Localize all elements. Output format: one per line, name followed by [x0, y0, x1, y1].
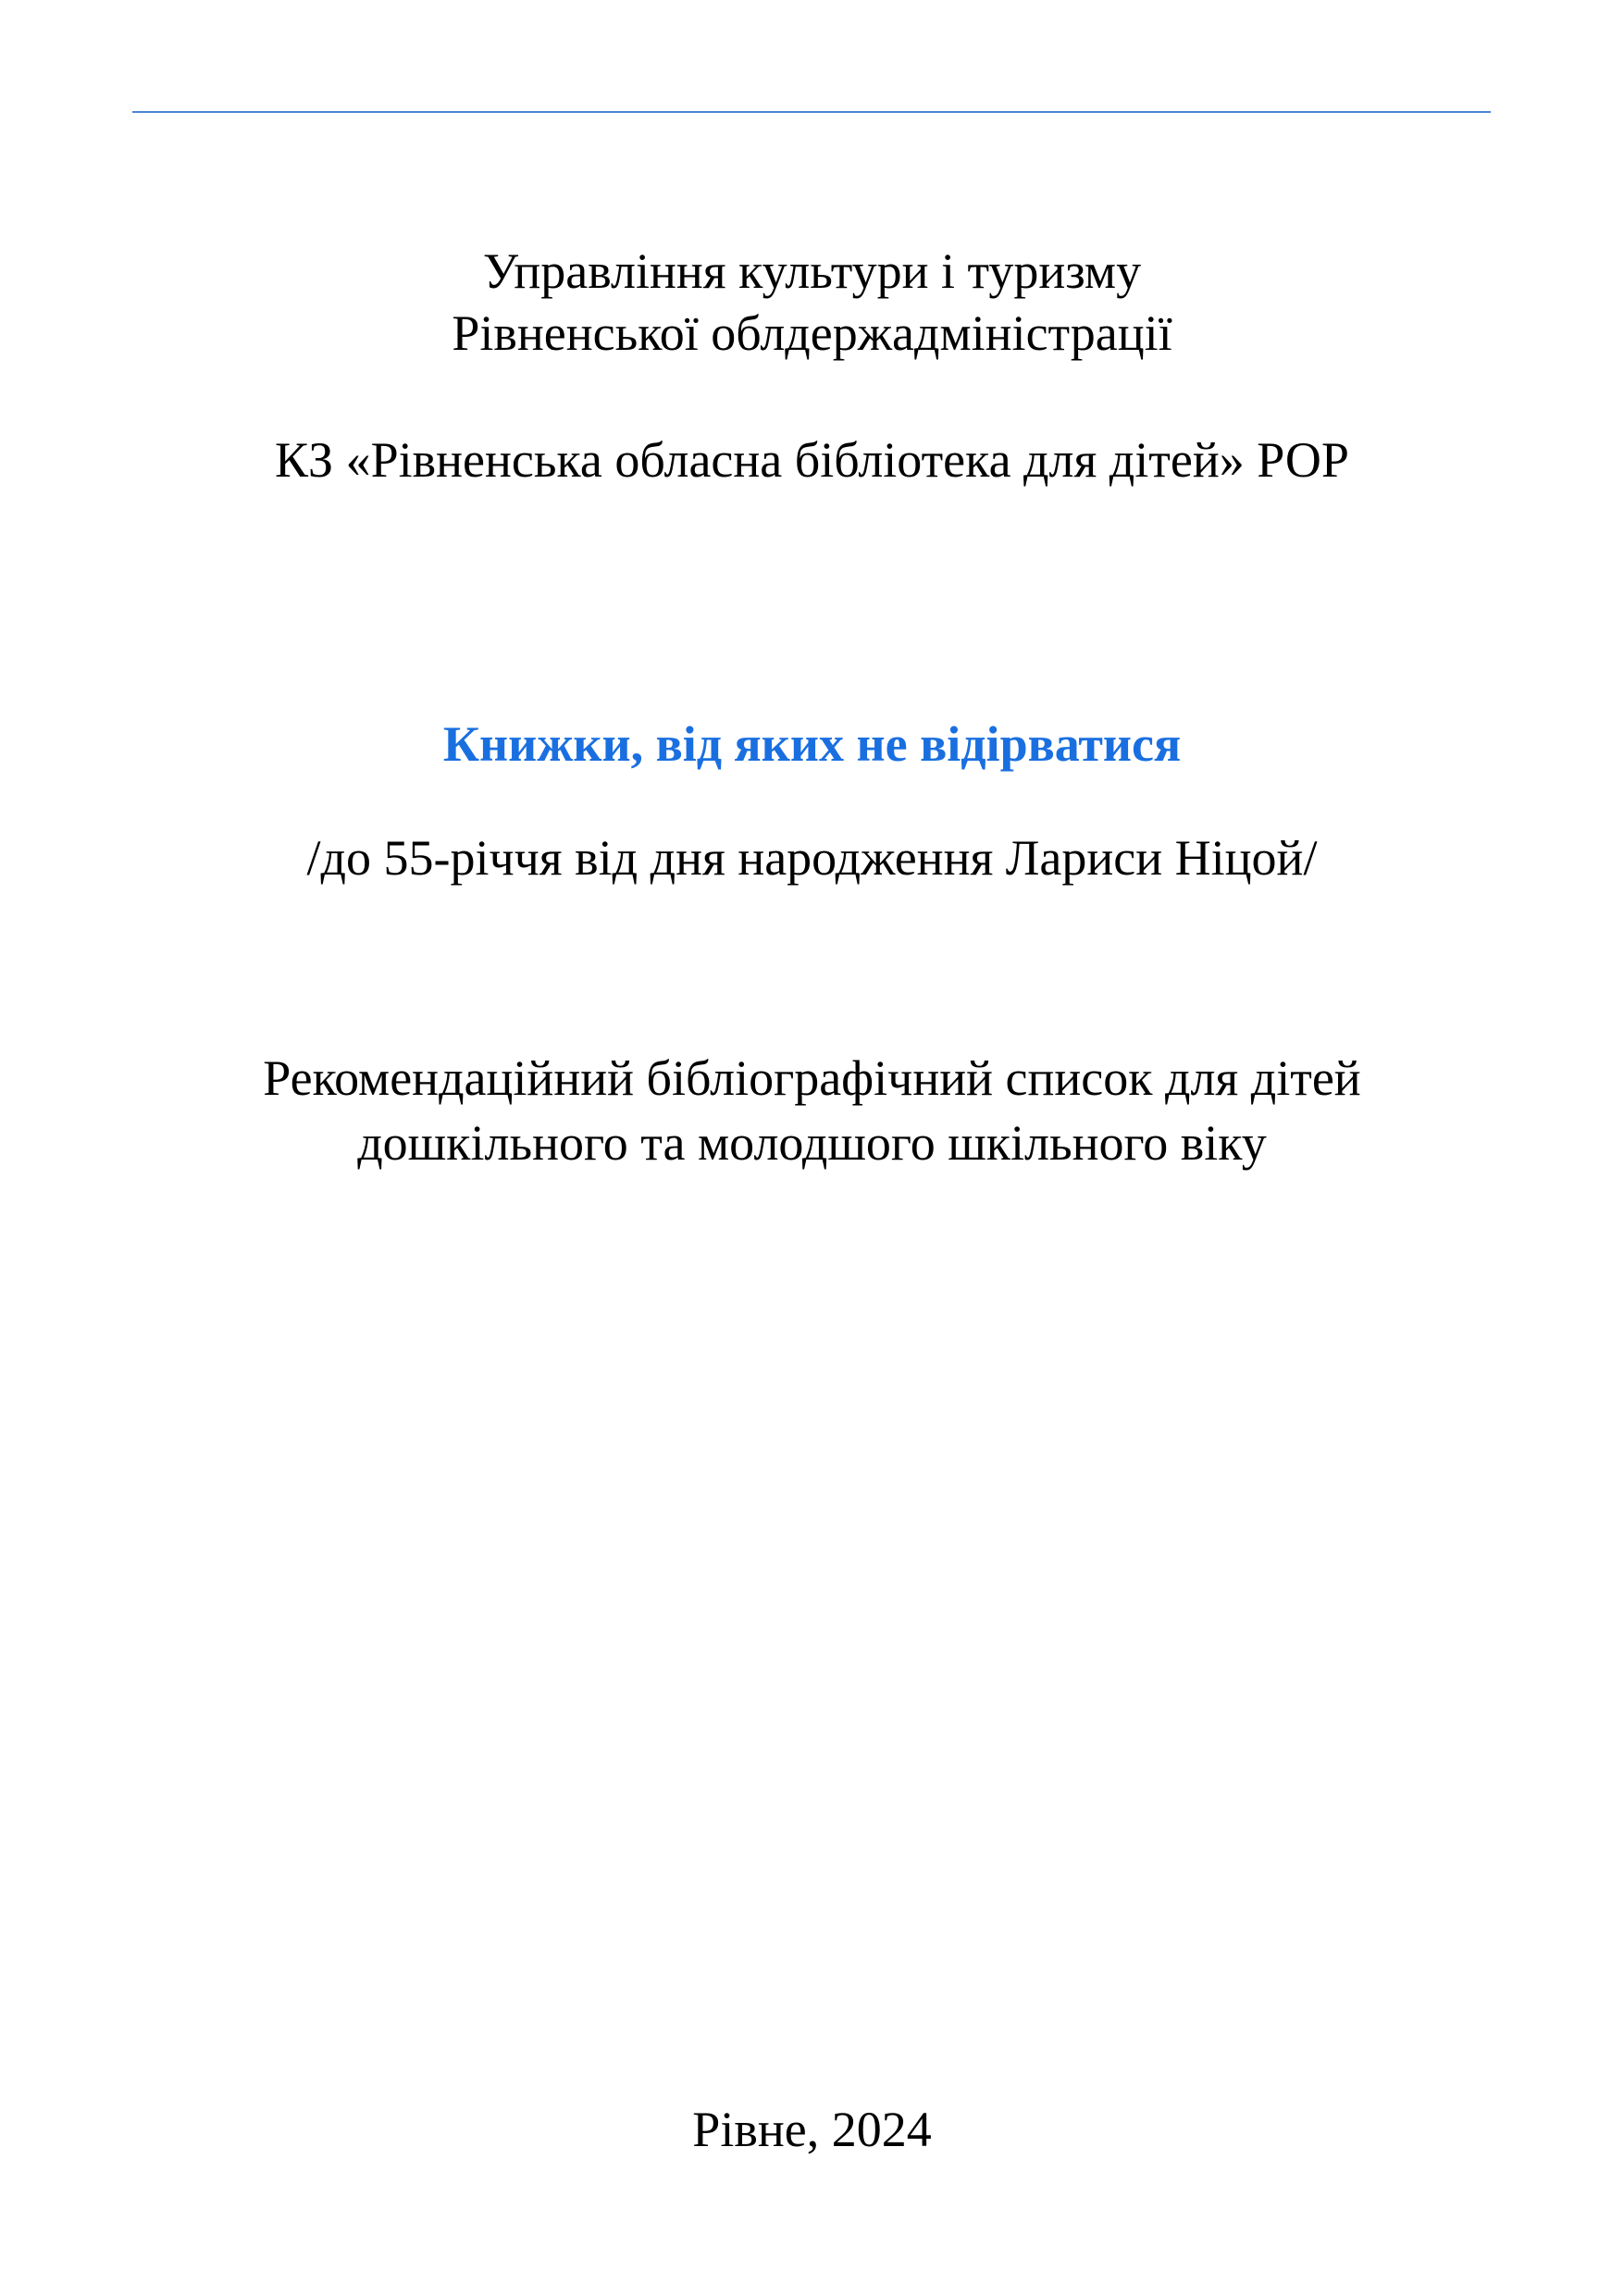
document-title: Книжки, від яких не відірватися: [442, 716, 1182, 772]
description-line-1: Рекомендаційний бібліографічний список для дітей: [263, 1050, 1361, 1106]
library-name: КЗ «Рівненська обласна бібліотека для дітей» РОР: [275, 432, 1349, 488]
document-subtitle: /до 55-річчя від дня народження Лариси Ніцой/: [306, 830, 1318, 886]
organization-line-1: Управління культури і туризму: [482, 243, 1142, 299]
organization-line-2: Рівненської облдержадміністрації: [452, 305, 1172, 361]
header-divider: [132, 111, 1491, 113]
description-line-2: дошкільного та молодшого шкільного віку: [357, 1115, 1267, 1171]
place-and-year: Рівне, 2024: [692, 2102, 932, 2157]
